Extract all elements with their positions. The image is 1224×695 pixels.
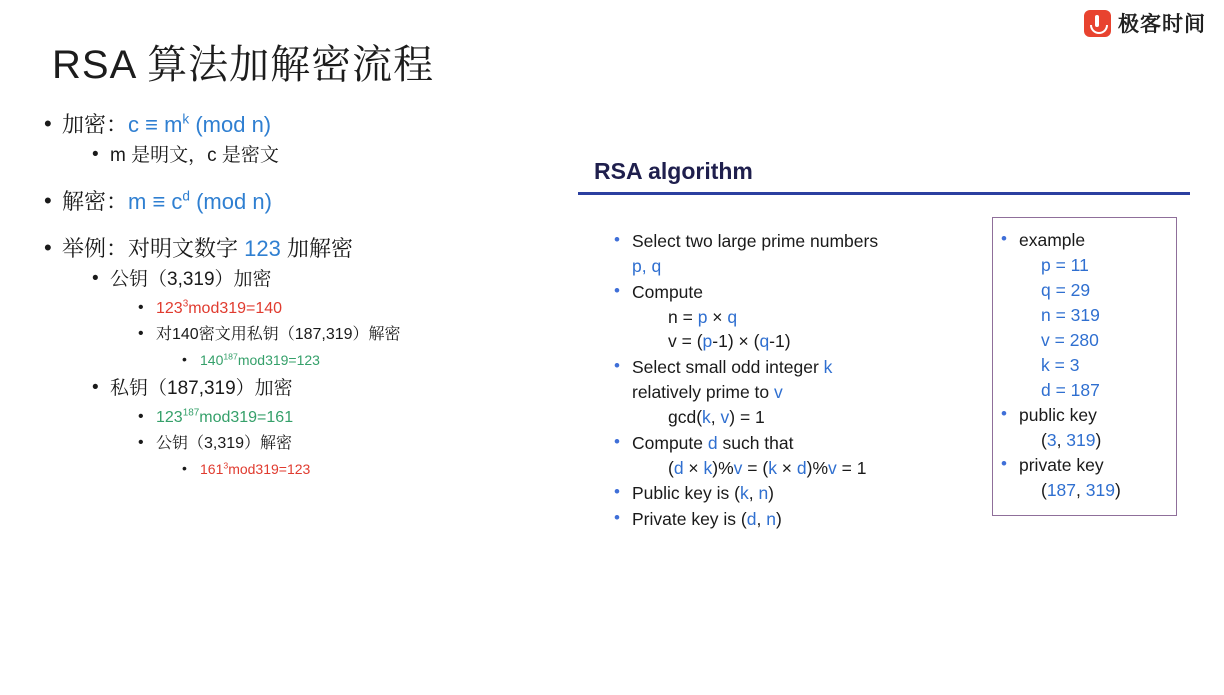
example-d: d = 187 bbox=[1041, 380, 1100, 401]
priv-encrypt-calc: • $123^{187}mod319=161$ bbox=[138, 405, 574, 431]
step-gcd: gcd(k, v) = 1 bbox=[668, 406, 765, 427]
geekbang-logo-icon bbox=[1084, 10, 1111, 37]
panel-divider bbox=[578, 192, 1190, 195]
private-key-encrypt-item: • 私钥（187,319）加密 • $123^{187}mod319=161$ • 公钥（3,319）解密 • $161^3mod319=123$ bbox=[92, 374, 574, 481]
encrypt-note: • m 是明文，c 是密文 bbox=[92, 141, 574, 171]
private-key-decrypt-item: • 对140密文用私钥（187,319）解密 • $140^{187}mod319=123$ bbox=[138, 322, 574, 372]
outline-level-4 bbox=[182, 349, 574, 373]
public-key-decrypt-item: • 公钥（3,319）解密 • $161^3mod319=123$ bbox=[138, 431, 574, 481]
rsa-algorithm-panel bbox=[578, 158, 1190, 533]
outline-level-2 bbox=[92, 141, 574, 171]
example-private-key: • private key (187, 319) bbox=[997, 453, 1168, 503]
page-title: RSA 算法加解密流程 bbox=[52, 43, 435, 87]
example-public-key-value: (3, 319) bbox=[1041, 430, 1102, 451]
decrypt-formula: $m \equiv c^d$ (mod n) bbox=[128, 189, 272, 215]
example-p: p = 11 bbox=[1041, 255, 1089, 276]
algorithm-steps bbox=[578, 229, 990, 533]
example-k: k = 3 bbox=[1041, 355, 1080, 376]
brand-logo bbox=[1084, 8, 1206, 38]
step-compute-n: n = p × q bbox=[668, 306, 738, 327]
example-q: q = 29 bbox=[1041, 280, 1091, 301]
encrypt-formula: $c \equiv m^k$ (mod n) bbox=[128, 111, 272, 137]
bullet-example bbox=[44, 232, 574, 481]
panel-title: RSA algorithm bbox=[594, 158, 753, 184]
step-compute-d: • Compute d such that (d × k)%v = (k × d)%v = 1 bbox=[612, 431, 990, 481]
step-select-k: • Select small odd integer k relatively prime to v gcd(k, v) = 1 bbox=[612, 355, 990, 430]
outline-level-1 bbox=[44, 108, 574, 481]
public-key-encrypt-item: • 公钥（3,319）加密 • $123^3mod319=140$ • 对140密文用私钥（187,319）解密 • $140^{187}mod319=123$ bbox=[92, 265, 574, 372]
example-n: n = 319 bbox=[1041, 305, 1100, 326]
outline-level-4-b bbox=[182, 458, 574, 482]
encrypt-label: 加密： bbox=[62, 112, 129, 137]
outline-level-2-example bbox=[92, 265, 574, 481]
bullet-decryption bbox=[44, 185, 574, 218]
example-label: 举例：对明文数字 bbox=[62, 236, 245, 262]
example-number: 123 bbox=[244, 236, 281, 262]
pub-decrypt-calc: • $161^3mod319=123$ bbox=[182, 458, 574, 482]
outline-level-3-b bbox=[138, 405, 574, 482]
left-content-column bbox=[44, 108, 574, 487]
example-list bbox=[997, 228, 1168, 503]
step-private-key: • Private key is (d, n) bbox=[612, 507, 990, 532]
example-item: • example p = 11 q = 29 n = 319 v = 280 k = 3 d = 187 bbox=[997, 228, 1168, 403]
decrypt-label: 解密： bbox=[62, 189, 129, 215]
step-compute: • Compute n = p × q v = (p-1) × (q-1) bbox=[612, 280, 990, 355]
step-compute-v: v = (p-1) × (q-1) bbox=[668, 331, 791, 352]
outline-level-3 bbox=[138, 296, 574, 373]
example-private-key-value: (187, 319) bbox=[1041, 480, 1121, 501]
example-box bbox=[992, 217, 1177, 516]
step-select-primes: • Select two large prime numbers p, q bbox=[612, 229, 990, 279]
priv-decrypt-calc: • $140^{187}mod319=123$ bbox=[182, 349, 574, 373]
brand-name: 极客时间 bbox=[1118, 13, 1206, 36]
step-compute-d-eq: (d × k)%v = (k × d)%v = 1 bbox=[668, 457, 867, 478]
step-public-key: • Public key is (k, n) bbox=[612, 481, 990, 506]
bullet-encryption bbox=[44, 108, 574, 171]
example-public-key: • public key (3, 319) bbox=[997, 403, 1168, 453]
example-v: v = 280 bbox=[1041, 330, 1099, 351]
pub-encrypt-calc: • $123^3mod319=140$ bbox=[138, 296, 574, 322]
steps-list bbox=[612, 229, 990, 532]
panel-body bbox=[578, 229, 1190, 533]
example-suffix: 加解密 bbox=[280, 236, 353, 262]
